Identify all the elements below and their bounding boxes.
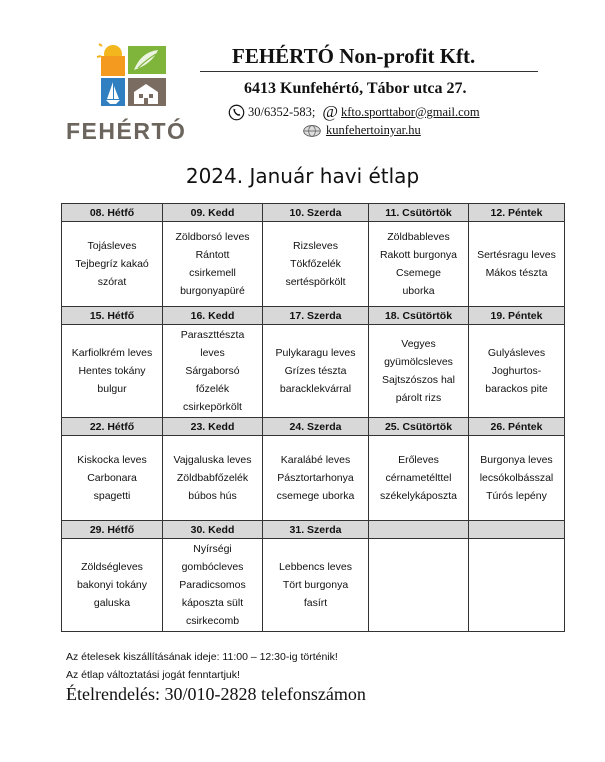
day-menu-cell xyxy=(369,539,469,632)
day-header: 25. Csütörtök xyxy=(369,418,469,436)
menu-item: uborka xyxy=(402,285,435,297)
menu-item: gombócleves xyxy=(181,561,244,573)
menu-item: galuska xyxy=(93,597,131,609)
menu-item: Zöldborsó leves xyxy=(175,231,250,243)
day-menu-cell xyxy=(62,325,163,418)
menu-item: csirkepörkölt xyxy=(183,401,242,413)
menu-item: székelykáposzta xyxy=(379,490,458,502)
menu-item: Csemege xyxy=(396,267,441,279)
day-header: 22. Hétfő xyxy=(62,418,163,436)
change-note: Az étlap változtatási jogát fenntartjuk! xyxy=(66,669,240,681)
menu-item: Tökfőzelék xyxy=(290,258,341,270)
menu-item: fasírt xyxy=(303,597,328,609)
day-menu-cell xyxy=(469,325,565,418)
day-menu-cell xyxy=(263,539,369,632)
menu-item: burgonyapüré xyxy=(180,285,245,297)
menu-item: Karfiolkrém leves xyxy=(71,347,153,359)
week-menu-row xyxy=(62,539,565,632)
day-header: 17. Szerda xyxy=(263,307,369,325)
menu-item: búbos hús xyxy=(188,490,237,502)
phone-number: 30/6352-583; xyxy=(248,104,316,119)
menu-item: Pulykaragu leves xyxy=(275,347,356,359)
menu-item: Vegyes xyxy=(401,338,436,350)
day-menu-cell xyxy=(62,539,163,632)
menu-item: Rizsleves xyxy=(293,240,338,252)
menu-item: Zöldségleves xyxy=(81,561,143,573)
week-menu-row xyxy=(62,222,565,307)
day-menu-cell xyxy=(163,539,263,632)
menu-item: csemege uborka xyxy=(276,490,355,502)
day-menu-cell xyxy=(369,436,469,521)
week-menu-row xyxy=(62,325,565,418)
menu-item: Paraszttészta xyxy=(180,329,245,341)
menu-item: csirkemell xyxy=(189,267,236,279)
day-header: 18. Csütörtök xyxy=(369,307,469,325)
menu-item: Grízes tészta xyxy=(284,365,347,377)
menu-item: Lebbencs leves xyxy=(279,561,352,573)
day-menu-cell xyxy=(263,436,369,521)
day-header: 30. Kedd xyxy=(163,521,263,539)
menu-item: Erőleves xyxy=(398,454,439,466)
week-header-row xyxy=(62,418,565,436)
menu-item: gyümölcsleves xyxy=(384,356,453,368)
week-header-row xyxy=(62,307,565,325)
phone-icon xyxy=(228,104,245,121)
menu-item: Gulyásleves xyxy=(487,347,546,359)
day-header xyxy=(469,521,565,539)
menu-item: Tejbegríz kakaó xyxy=(75,258,149,270)
day-menu-cell xyxy=(163,222,263,307)
menu-item: Paradicsomos xyxy=(179,579,246,591)
day-header: 29. Hétfő xyxy=(62,521,163,539)
day-header: 11. Csütörtök xyxy=(369,204,469,222)
day-menu-cell xyxy=(263,222,369,307)
week-header-row xyxy=(62,521,565,539)
day-header: 15. Hétfő xyxy=(62,307,163,325)
menu-item: baracklekvárral xyxy=(279,383,352,395)
day-menu-cell xyxy=(369,325,469,418)
week-menu-row xyxy=(62,436,565,521)
menu-item: bakonyi tokány xyxy=(76,579,148,591)
menu-item: Sajtszószos hal xyxy=(382,374,455,386)
day-menu-cell xyxy=(62,222,163,307)
logo-text: FEHÉRTÓ xyxy=(66,118,187,144)
day-header: 26. Péntek xyxy=(469,418,565,436)
day-menu-cell xyxy=(163,325,263,418)
website-line xyxy=(302,123,421,138)
menu-item: leves xyxy=(200,347,225,359)
day-header: 31. Szerda xyxy=(263,521,369,539)
menu-item: Pásztortarhonya xyxy=(277,472,354,484)
menu-item: sertéspörkölt xyxy=(285,276,346,288)
day-menu-cell xyxy=(369,222,469,307)
menu-item: Kiskocka leves xyxy=(77,454,147,466)
menu-title: 2024. Január havi étlap xyxy=(185,164,420,188)
menu-item: Burgonya leves xyxy=(480,454,553,466)
menu-item: Rántott xyxy=(195,249,230,261)
day-menu-cell xyxy=(469,539,565,632)
contact-line xyxy=(228,102,480,122)
menu-item: Sárgaborsó xyxy=(185,365,240,377)
day-menu-cell xyxy=(62,436,163,521)
company-name: FEHÉRTÓ Non-profit Kft. xyxy=(232,44,476,68)
website-link[interactable]: kunfehertoinyar.hu xyxy=(326,123,421,137)
order-info: Ételrendelés: 30/010-2828 telefonszámon xyxy=(66,684,366,704)
day-menu-cell xyxy=(163,436,263,521)
header-divider xyxy=(200,71,538,72)
menu-table xyxy=(61,203,565,632)
day-header: 16. Kedd xyxy=(163,307,263,325)
menu-item: Sertésragu leves xyxy=(477,249,556,261)
day-menu-cell xyxy=(469,436,565,521)
menu-item: Joghurtos- xyxy=(491,365,542,377)
day-menu-cell xyxy=(263,325,369,418)
day-header: 09. Kedd xyxy=(163,204,263,222)
at-icon: @ xyxy=(322,102,339,121)
menu-item: csirkecomb xyxy=(185,615,240,627)
day-header: 10. Szerda xyxy=(263,204,369,222)
menu-item: Tört burgonya xyxy=(282,579,349,591)
menu-item: lecsókolbásszal xyxy=(479,472,554,484)
menu-item: bulgur xyxy=(97,383,127,395)
day-header: 08. Hétfő xyxy=(62,204,163,222)
menu-item: Nyírségi xyxy=(193,543,232,555)
menu-item: káposzta sült xyxy=(181,597,244,609)
day-menu-cell xyxy=(469,222,565,307)
email-link[interactable]: kfto.sporttabor@gmail.com xyxy=(341,104,480,119)
menu-item: Tojásleves xyxy=(87,240,137,252)
menu-item: Karalábé leves xyxy=(280,454,351,466)
menu-item: szórat xyxy=(97,276,127,288)
menu-item: párolt rizs xyxy=(395,392,442,404)
day-header: 19. Péntek xyxy=(469,307,565,325)
delivery-note: Az ételesek kiszállításának ideje: 11:00 – 12:30-ig történik! xyxy=(66,651,338,663)
menu-item: spagetti xyxy=(93,490,131,502)
menu-item: Carbonara xyxy=(87,472,137,484)
menu-item: Rakott burgonya xyxy=(379,249,458,261)
menu-item: Mákos tészta xyxy=(485,267,548,279)
menu-item: Zöldbabfőzelék xyxy=(176,472,249,484)
menu-item: Zöldbableves xyxy=(387,231,450,243)
menu-item: főzelék xyxy=(195,383,230,395)
menu-item: Hentes tokány xyxy=(78,365,146,377)
day-header: 23. Kedd xyxy=(163,418,263,436)
menu-item: Túrós lepény xyxy=(486,490,547,502)
menu-item: Vajgaluska leves xyxy=(173,454,252,466)
week-header-row xyxy=(62,204,565,222)
globe-icon xyxy=(302,124,322,138)
day-header: 12. Péntek xyxy=(469,204,565,222)
menu-item: barackos pite xyxy=(485,383,548,395)
day-header: 24. Szerda xyxy=(263,418,369,436)
company-address: 6413 Kunfehértó, Tábor utca 27. xyxy=(244,80,467,97)
menu-item: cérnametélttel xyxy=(385,472,452,484)
day-header xyxy=(369,521,469,539)
